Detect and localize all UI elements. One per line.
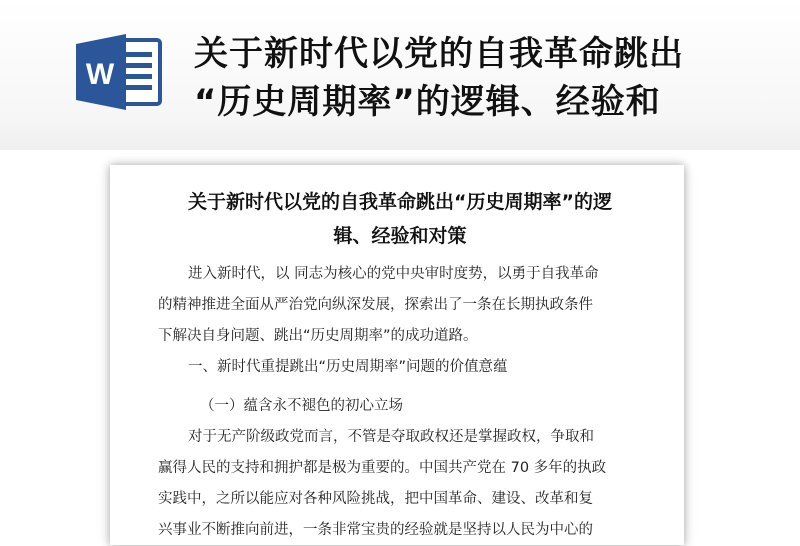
banner-title	[194, 30, 754, 126]
document-body-continued	[158, 391, 644, 546]
svg-text:W: W	[85, 58, 115, 91]
word-icon	[76, 34, 164, 110]
paragraph-line: 对于无产阶级政党而言，不管是夺取政权还是掌握政权，争取和	[188, 429, 594, 445]
paragraph-line: 实践中，之所以能应对各种风险挑战，把中国革命、建设、改革和复	[158, 491, 593, 507]
preview-banner	[0, 0, 800, 150]
paragraph-line: 的精神推进全面从严治党向纵深发展，探索出了一条在长期执政条件	[158, 297, 593, 313]
paragraph-line: 下解决自身问题、跳出“历史周期率”的成功道路。	[158, 328, 478, 344]
subsection-heading: （一）蕴含永不褪色的初心立场	[200, 398, 403, 414]
banner-title-line: 关于新时代以党的自我革命跳出	[194, 34, 684, 74]
document-title-line: 辑、经验和对策	[333, 225, 467, 247]
document-page	[110, 165, 684, 545]
section-heading: 一、新时代重提跳出“历史周期率”问题的价值意蕴	[188, 359, 508, 375]
paragraph-line: 进入新时代，以 同志为核心的党中央审时度势，以勇于自我革命	[188, 266, 599, 282]
document-title-line: 关于新时代以党的自我革命跳出“历史周期率”的逻	[188, 191, 612, 213]
paragraph-line: 赢得人民的支持和拥护都是极为重要的。中国共产党在 70 多年的执政	[158, 460, 607, 476]
banner-title-line: “历史周期率”的逻辑、经验和	[194, 82, 661, 122]
document-title	[158, 185, 642, 253]
document-body	[158, 259, 644, 383]
paragraph-line: 兴事业不断推向前进，一条非常宝贵的经验就是坚持以人民为中心的	[158, 522, 593, 538]
